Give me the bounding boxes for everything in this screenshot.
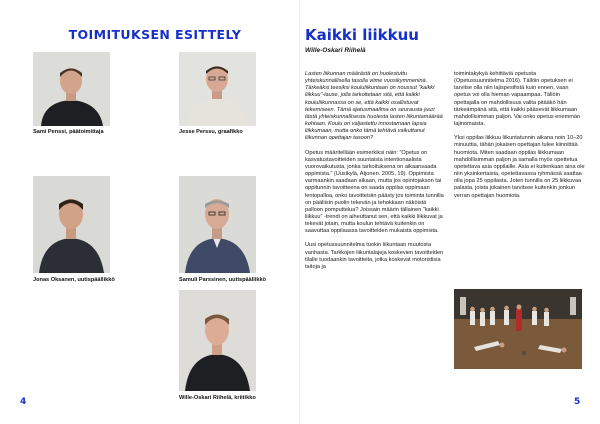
article-title: Kaikki liikkuu bbox=[305, 26, 419, 44]
portrait-caption-4: Samuli Parssinen, uutispäällikkö bbox=[179, 277, 267, 283]
portrait-photo-4 bbox=[179, 176, 256, 273]
article-paragraph: Uusi opetussuunnitelma tuokin liikuntaan muutosta vanhasta. Tarkkojen liikuntalajeja koskevien tavoitteiden tilalle tuodaankin tavoitteita, jotka koskevat motoristisia taitoja ja bbox=[305, 242, 444, 270]
portrait-caption-1: Sami Penssi, päätoimittaja bbox=[33, 129, 104, 135]
portrait-caption-3: Jonas Oksanen, uutispäällikkö bbox=[33, 277, 115, 283]
article-paragraph: toimintakykyä kehittäviä opetusta (Opetussuunnitelma 2016). Tällöin opetuksen ei tarvitse olla niin lajispesifistä kuin ennen, vaan opetus voi olla hieman vapaampaa. Tällöin opettajalla on mahdollisuus valita pitääkö hän tärkeämpänä sitä, että kaikki pääsevät liikkumaan mahdollisimman paljon. Vai onko opetus enemmän lajinomaista. bbox=[454, 71, 581, 128]
portrait-photo-2 bbox=[179, 52, 256, 126]
portrait-photo-3 bbox=[33, 176, 110, 273]
portrait-caption-2: Jesse Perssu, graafikko bbox=[179, 129, 243, 135]
article-paragraph: Opetus määritellään esimerkiksi näin: ”Opetus on kasvatustavoitteiden suuntaista intentionaalista vuorovaikutusta, jonka tarkoituksena on aikaansaada oppimista.” (Uusikylä, Atjonen. 2005, 19). Oppimista varmaankin saadaan aikaan, mutta jos opintojakson tai oppitunnin tavoitteena on saada oppilas oppimaan lentopalloa, onko tavoitteisiin päästy jos toiminta tunnilla on pääliisin puolin tekevän ja tehokkaan näköistä palloon pomputtelua? Joissain määrin tällainen ”kaikki liikkuu” -trendi on aiheuttanut sen, että kaikki liikkuvat ja tekevät jotain, mutta koulun tehtävä kuitenkin on saavuttaa oppilaassa tavoitteiden mukaista oppimista. bbox=[305, 149, 444, 235]
staff-page-title: TOIMITUKSEN ESITTELY bbox=[68, 27, 242, 42]
article-author: Wille-Oskari Riihelä bbox=[305, 47, 366, 54]
page-number-left: 4 bbox=[20, 397, 27, 407]
portrait-photo-1 bbox=[33, 52, 110, 126]
page-number-right: 5 bbox=[574, 397, 581, 407]
portrait-photo-5 bbox=[179, 290, 256, 391]
article-lead: Lasten liikunnan määrästä on huolestuttu yhteiskunnallisella tasolla viime vuosikymmeninä. Tärkeäksi teesiksi koululiikuntaan on noussut ”kaikki liikkuu”-lause, jolla tarkoitetaan sitä, että kaikki koululiikunnassa on se, että kaikki osallistuvat tekemiseen. Tämä ajatusmaailma on seurausta juuri tästä yhteiskunnallisesta huolesta lasten liikuntamäärää kohtaan. Koulu on valjastettu innostamaan lapsia liikkumaan, mutta onko tämä tehtävä vaikuttanut liikunnan opettajan tasoon? bbox=[305, 71, 443, 142]
article-column-1 bbox=[305, 71, 445, 278]
gym-class-photo bbox=[454, 289, 582, 369]
article-column-2 bbox=[454, 71, 586, 207]
article-paragraph: Yksi oppilas liikkuu liikuntatunnin aikana noin 10–20 minuuttia, tähän jokaisen opettajan tulee kiinnittää huomiota. Miten saadaan oppilas liikkumaan mahdollisimman paljon ja samalla myös opettetua opetettava asia oppilaille. Asia ei kuitenkaan aina ole niin yksinkertaista, opetettavassa ryhmässä saattaa olla jopa 25 oppilasta. Joten tunnilla on 25 liikkuvaa palasta, joista jokainen tarvitsee kuitenkin jonkun verran opettajan huomiota. bbox=[454, 135, 585, 199]
page-gutter bbox=[299, 0, 300, 424]
portrait-caption-5: Wille-Oskari Riihelä, kriitikko bbox=[179, 395, 256, 401]
